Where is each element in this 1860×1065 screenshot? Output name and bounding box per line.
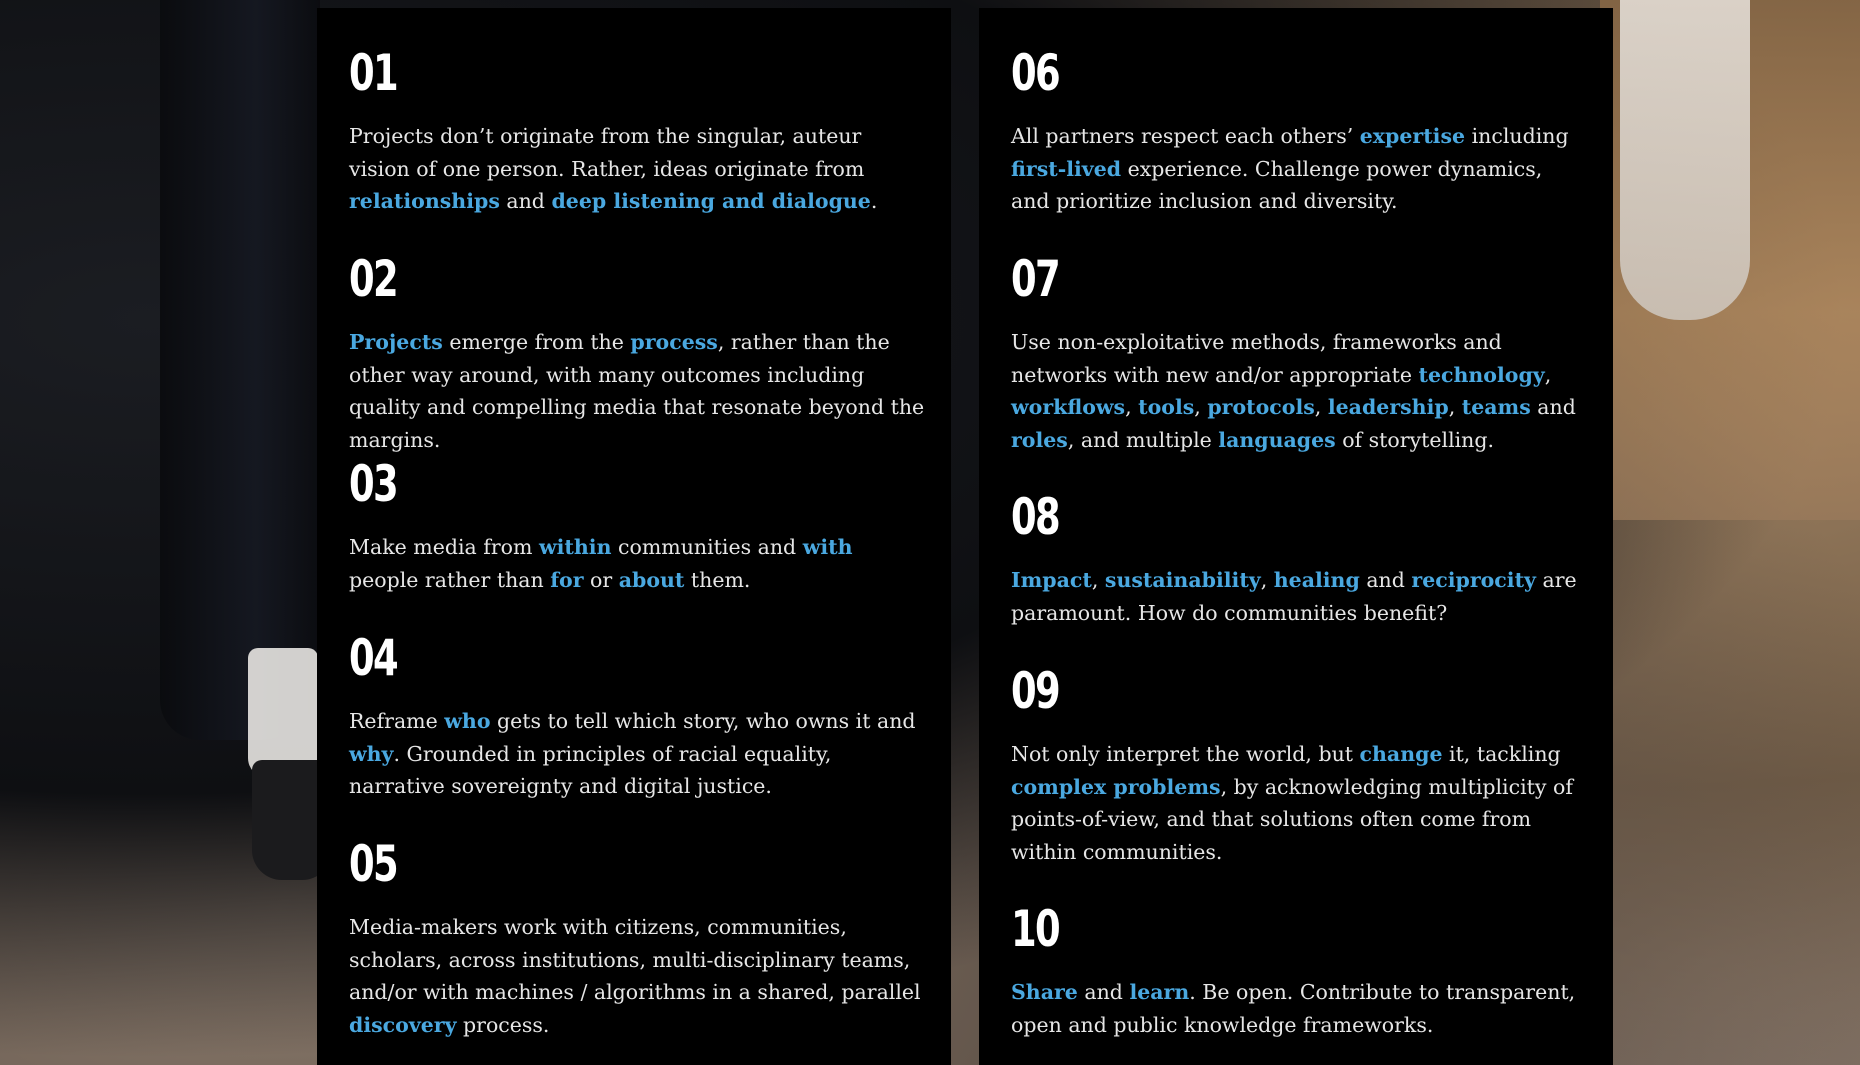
keyword-link[interactable]: change xyxy=(1359,742,1443,766)
principle-number: 05 xyxy=(349,835,398,893)
text-segment: , xyxy=(1194,395,1208,420)
keyword-link[interactable]: Share xyxy=(1011,980,1078,1004)
keyword-link[interactable]: teams xyxy=(1461,395,1531,420)
text-segment: or xyxy=(583,567,619,592)
text-segment: are paramount. How do communities benefit? xyxy=(1011,568,1577,625)
principle-text xyxy=(1011,976,1587,1041)
keyword-link[interactable]: Impact xyxy=(1011,568,1092,592)
principle-text xyxy=(349,705,925,803)
keyword-link[interactable]: for xyxy=(550,567,584,592)
principle-number: 07 xyxy=(1011,250,1060,308)
text-segment: , xyxy=(1314,395,1328,420)
text-segment: , xyxy=(1544,362,1552,387)
keyword-link[interactable]: Projects xyxy=(349,330,443,354)
text-segment: . Grounded in principles of racial equality, narrative sovereignty and digital justice. xyxy=(349,741,832,799)
principle-number: 01 xyxy=(349,44,398,102)
principle-text xyxy=(349,911,925,1041)
principle-text xyxy=(349,120,925,218)
principle-text xyxy=(349,531,925,596)
keyword-link[interactable]: sustainability xyxy=(1104,568,1261,592)
keyword-link[interactable]: why xyxy=(349,741,394,766)
principle-item xyxy=(349,44,925,218)
keyword-link[interactable]: healing xyxy=(1273,568,1360,592)
principle-text xyxy=(1011,120,1587,218)
text-segment: people rather than xyxy=(349,567,551,592)
text-segment: gets to tell which story, who owns it and xyxy=(490,709,916,733)
principle-item xyxy=(1011,662,1587,868)
keyword-link[interactable]: about xyxy=(618,567,685,592)
principles-panel-right xyxy=(979,8,1613,1065)
text-segment: process. xyxy=(456,1012,550,1037)
principle-text xyxy=(349,326,925,456)
text-segment: including xyxy=(1465,124,1569,148)
text-segment: , xyxy=(1125,395,1139,420)
keyword-link[interactable]: relationships xyxy=(349,189,500,214)
principle-item xyxy=(1011,250,1587,456)
keyword-link[interactable]: deep listening and dialogue xyxy=(551,189,871,214)
keyword-link[interactable]: first-lived xyxy=(1011,156,1122,181)
text-segment: it, tackling xyxy=(1442,742,1561,766)
principle-number: 03 xyxy=(349,455,398,513)
text-segment: , xyxy=(1448,395,1462,420)
background-shoe xyxy=(248,648,318,778)
keyword-link[interactable]: who xyxy=(444,709,491,733)
principle-number: 08 xyxy=(1011,488,1060,546)
text-segment: and xyxy=(499,189,552,214)
keyword-link[interactable]: roles xyxy=(1011,427,1068,452)
keyword-link[interactable]: expertise xyxy=(1359,124,1466,148)
keyword-link[interactable]: with xyxy=(802,535,853,559)
text-segment: Make media from xyxy=(349,535,539,559)
text-segment: Projects don’t originate from the singular, auteur vision of one person. Rather, ideas originate from xyxy=(349,124,865,181)
text-segment: . Be open. Contribute to transparent, open and public knowledge frameworks. xyxy=(1011,980,1576,1037)
principle-number: 09 xyxy=(1011,662,1060,720)
text-segment: of storytelling. xyxy=(1335,427,1495,452)
principle-item xyxy=(349,455,925,596)
keyword-link[interactable]: discovery xyxy=(349,1012,457,1037)
text-segment: experience. Challenge power dynamics, and prioritize inclusion and diversity. xyxy=(1011,156,1543,214)
principle-text xyxy=(1011,326,1587,456)
principle-number: 06 xyxy=(1011,44,1060,102)
text-segment: Not only interpret the world, but xyxy=(1011,742,1360,766)
principle-number: 04 xyxy=(349,629,398,687)
keyword-link[interactable]: reciprocity xyxy=(1411,568,1536,592)
principles-panel-left xyxy=(317,8,951,1065)
principle-number: 02 xyxy=(349,250,398,308)
keyword-link[interactable]: leadership xyxy=(1327,395,1449,420)
principle-item xyxy=(1011,900,1587,1041)
text-segment: , rather than the other way around, with many outcomes including quality and compelling media that resonate beyond the margins. xyxy=(349,330,925,452)
text-segment: and xyxy=(1359,568,1412,592)
principle-text xyxy=(1011,738,1587,868)
text-segment: All partners respect each others’ xyxy=(1011,124,1360,148)
keyword-link[interactable]: technology xyxy=(1418,362,1545,387)
text-segment: . xyxy=(870,189,878,214)
text-segment: Use non-exploitative methods, frameworks and networks with new and/or appropriate xyxy=(1011,330,1502,387)
text-segment: and xyxy=(1530,395,1576,420)
text-segment: , xyxy=(1260,568,1274,592)
keyword-link[interactable]: protocols xyxy=(1207,395,1315,420)
background-object xyxy=(1620,0,1750,320)
principle-item xyxy=(1011,488,1587,629)
text-segment: emerge from the xyxy=(442,330,631,354)
text-segment: and xyxy=(1077,980,1130,1004)
text-segment: Media-makers work with citizens, communities, scholars, across institutions, multi-disciplinary teams, and/or with machines / algorithms in a shared, parallel xyxy=(349,915,921,1005)
keyword-link[interactable]: workflows xyxy=(1011,395,1126,420)
text-segment: , by acknowledging multiplicity of points-of-view, and that solutions often come from within communities. xyxy=(1011,774,1573,864)
text-segment: , and multiple xyxy=(1067,427,1219,452)
keyword-link[interactable]: tools xyxy=(1138,395,1195,420)
text-segment: , xyxy=(1091,568,1105,592)
principle-text xyxy=(1011,564,1587,629)
principle-item xyxy=(1011,44,1587,218)
keyword-link[interactable]: process xyxy=(630,330,718,354)
principle-number: 10 xyxy=(1011,900,1060,958)
text-segment: communities and xyxy=(611,535,803,559)
principle-item xyxy=(349,629,925,803)
text-segment: Reframe xyxy=(349,709,445,733)
principle-item xyxy=(349,250,925,456)
keyword-link[interactable]: learn xyxy=(1129,980,1190,1004)
text-segment: them. xyxy=(684,567,751,592)
keyword-link[interactable]: complex problems xyxy=(1011,774,1221,799)
principle-item xyxy=(349,835,925,1041)
background-figure xyxy=(160,0,320,740)
keyword-link[interactable]: languages xyxy=(1218,427,1336,452)
keyword-link[interactable]: within xyxy=(538,535,612,559)
